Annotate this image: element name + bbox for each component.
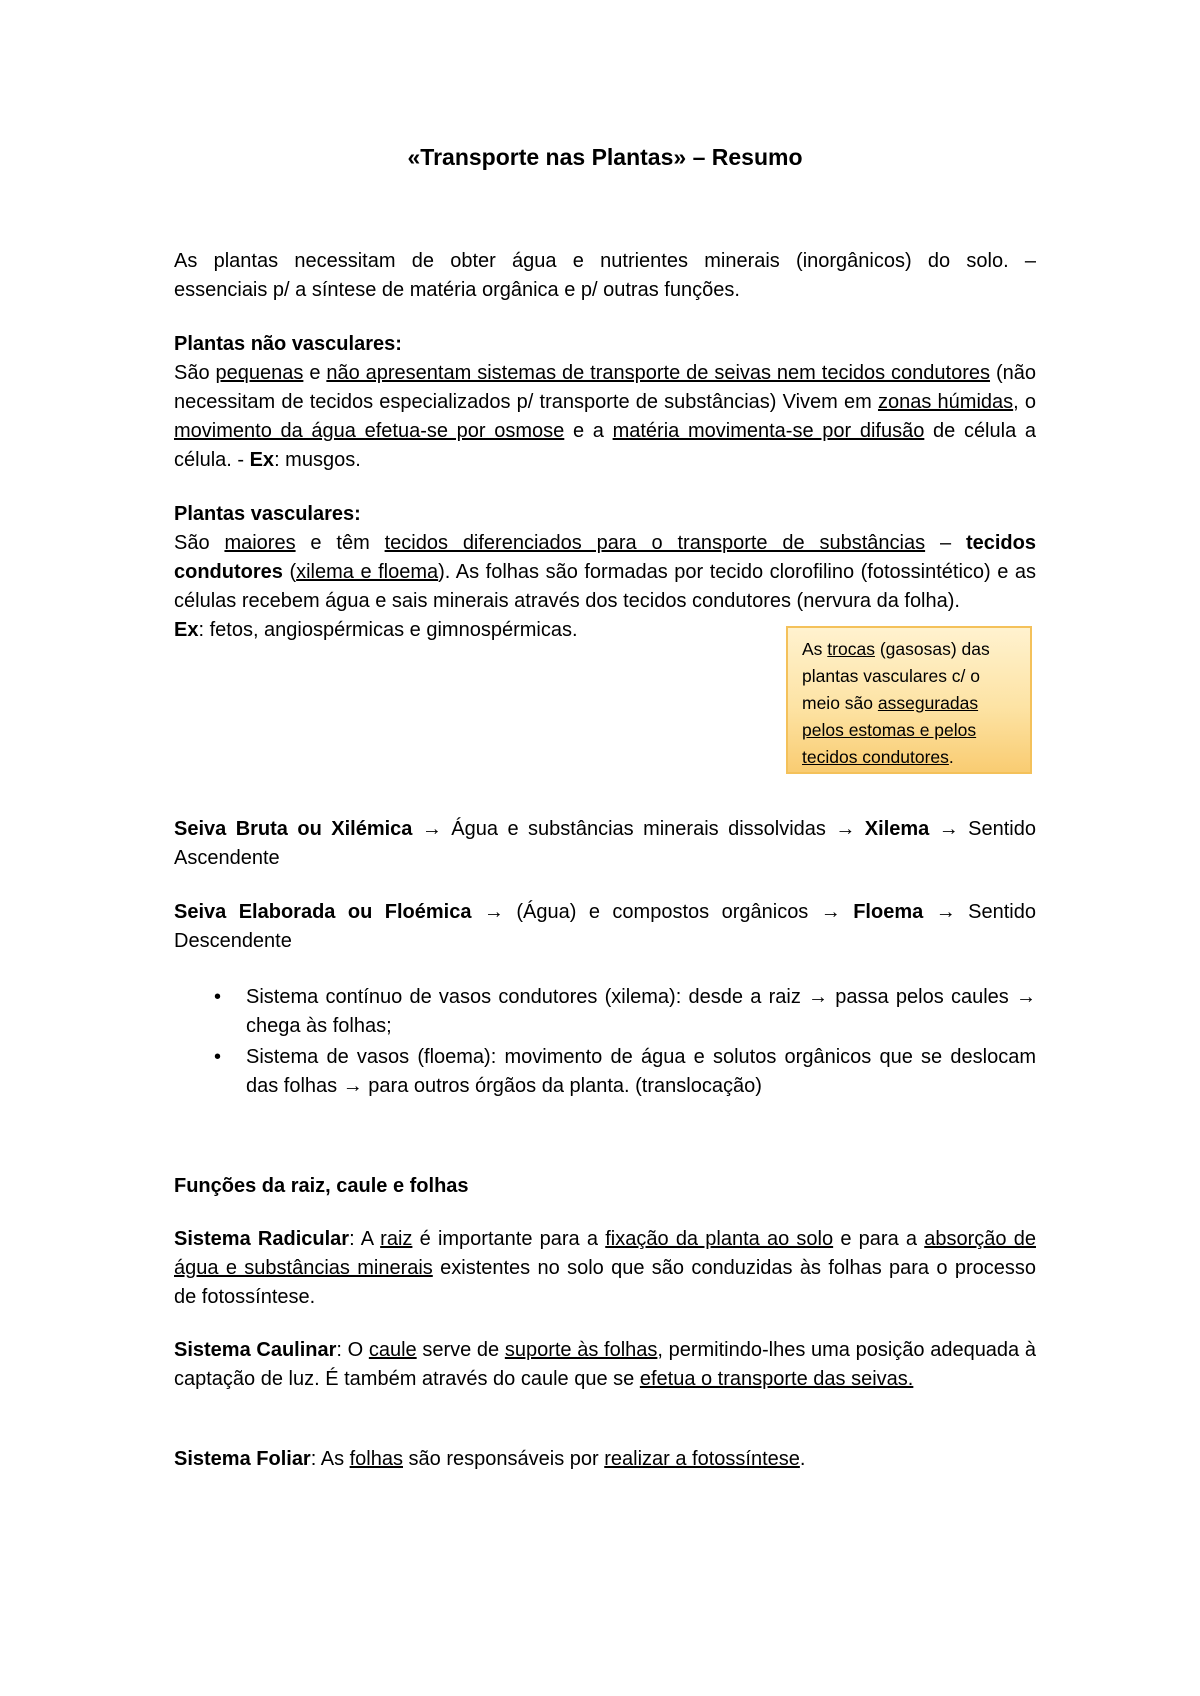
v-example-line: Ex: fetos, angiospérmicas e gimnospérmicas. xyxy=(174,619,578,641)
intro-line-1: As plantas necessitam de obter água e nutrientes minerais (inorgânicos) do solo. – xyxy=(174,250,1036,272)
bullet-icon: • xyxy=(214,986,222,1008)
note-exchanges: trocas xyxy=(827,639,875,659)
nv-osmosis: movimento da água efetua-se por osmose xyxy=(174,420,565,442)
vascular-heading: Plantas vasculares: xyxy=(174,503,361,525)
document-title: «Transporte nas Plantas» – Resumo xyxy=(407,144,803,170)
xylem-label: Xilema xyxy=(864,818,930,840)
functions-heading: Funções da raiz, caule e folhas xyxy=(174,1175,469,1197)
nv-diffusion: matéria movimenta-se por difusão xyxy=(612,420,925,442)
list-item: • Sistema contínuo de vasos condutores (xilema): desde a raiz → passa pelos caules → chega às folhas; xyxy=(174,983,1036,1041)
stem-system-paragraph: Sistema Caulinar: O caule serve de suporte às folhas, permitindo-lhes uma posição adequada à captação de luz. É também através do caule que se efetua o transporte das seivas. xyxy=(174,1339,1036,1390)
elaborated-sap-paragraph: Seiva Elaborada ou Floémica → (Água) e compostos orgânicos → Floema → Sentido Descendente xyxy=(174,901,1036,952)
vascular-section: Plantas vasculares: São maiores e têm tecidos diferenciados para o transporte de substâncias – tecidos condutores (xilema e floema). As folhas são formadas por tecido clorofilino (fotossintético) e as células recebem água e sais minerais através dos tecidos condutores (nervura da folha). Ex: fetos, angiospérmicas e gimnospérmicas. xyxy=(174,500,1036,645)
leaf-system-paragraph: Sistema Foliar: As folhas são responsáveis por realizar a fotossíntese. xyxy=(174,1448,806,1470)
gas-exchange-note: As trocas (gasosas) das plantas vasculares c/ o meio são asseguradas pelos estomas e pelos tecidos condutores. xyxy=(786,626,1032,774)
nv-small: pequenas xyxy=(215,362,304,384)
intro-paragraph xyxy=(174,247,1036,305)
note-ensured: asseguradas pelos estomas e pelos tecidos condutores xyxy=(802,693,979,767)
v-conductive-tissues: tecidos condutores xyxy=(174,532,1036,583)
leaf-system-label: Sistema Foliar xyxy=(174,1448,311,1470)
nv-example-label: Ex xyxy=(249,449,275,471)
list-item: • Sistema de vasos (floema): movimento de água e solutos orgânicos que se deslocam das folhas → para outros órgãos da planta. (translocação) xyxy=(174,1043,1036,1101)
phloem-label: Floema xyxy=(853,901,924,923)
bullet-icon: • xyxy=(214,1046,222,1068)
raw-sap-paragraph: Seiva Bruta ou Xilémica → Água e substâncias minerais dissolvidas → Xilema → Sentido Ascendente xyxy=(174,818,1036,869)
nv-humid-zones: zonas húmidas xyxy=(877,391,1014,413)
stem-system-label: Sistema Caulinar xyxy=(174,1339,337,1361)
v-differentiated-tissues: tecidos diferenciados para o transporte de substâncias xyxy=(384,532,926,554)
nv-no-transport: não apresentam sistemas de transporte de seivas nem tecidos condutores xyxy=(326,362,991,384)
v-xylem-phloem: xilema e floema xyxy=(296,561,439,583)
intro-line-2: essenciais p/ a síntese de matéria orgânica e p/ outras funções. xyxy=(174,279,740,301)
elaborated-sap-label: Seiva Elaborada ou Floémica xyxy=(174,901,472,923)
vessel-bullet-list xyxy=(174,983,1036,1103)
raw-sap-label: Seiva Bruta ou Xilémica xyxy=(174,818,413,840)
non-vascular-section: Plantas não vasculares: São pequenas e não apresentam sistemas de transporte de seivas nem tecidos condutores (não necessitam de tecidos especializados p/ transporte de substâncias) Vivem em zonas húmidas, o movimento da água efetua-se por osmose e a matéria movimenta-se por difusão de célula a célula. - Ex: musgos. xyxy=(174,330,1036,475)
v-larger: maiores xyxy=(224,532,296,554)
non-vascular-heading: Plantas não vasculares: xyxy=(174,333,402,355)
root-system-label: Sistema Radicular xyxy=(174,1228,350,1250)
v-example-label: Ex xyxy=(174,619,199,641)
root-system-paragraph: Sistema Radicular: A raiz é importante para a fixação da planta ao solo e para a absorção de água e substâncias minerais existentes no solo que são conduzidas às folhas para o processo de fotossíntese. xyxy=(174,1228,1036,1308)
